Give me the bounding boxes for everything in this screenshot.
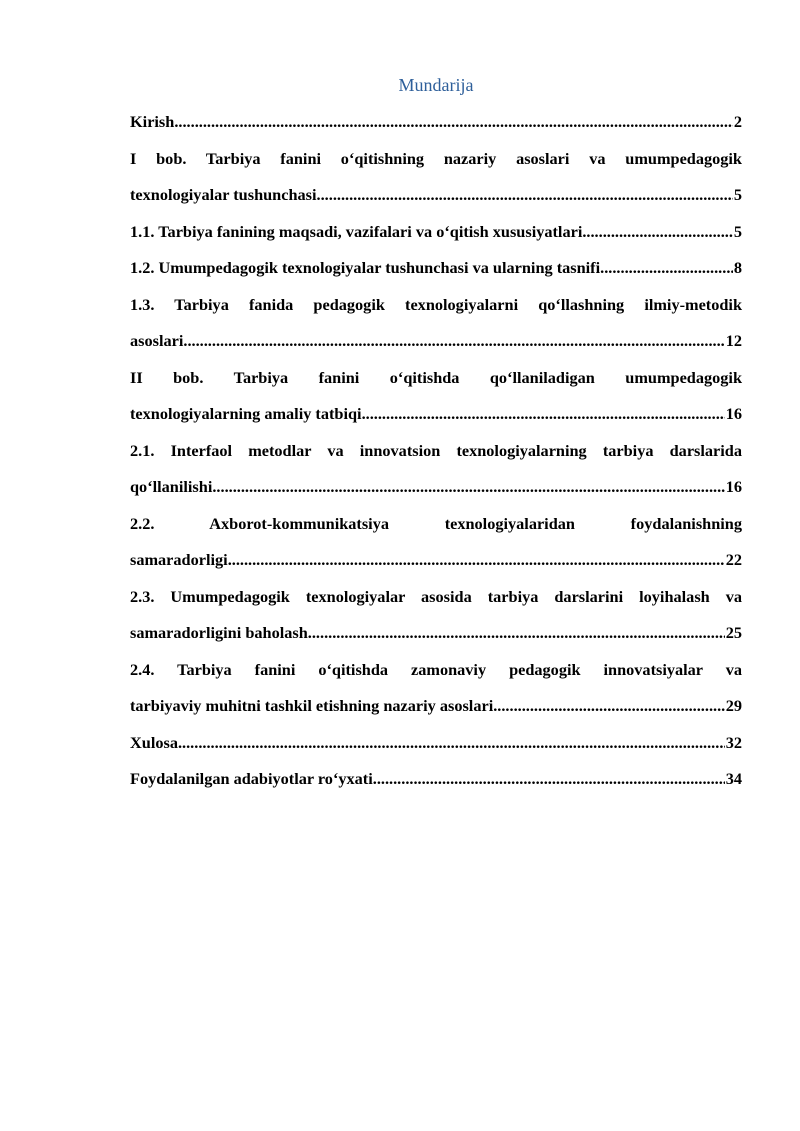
toc-entry[interactable]: [130, 141, 742, 214]
toc-page-number: 34: [725, 769, 742, 788]
leader-dots: [228, 542, 725, 579]
toc-entry[interactable]: [130, 761, 742, 798]
toc-page-number: 25: [725, 623, 742, 642]
toc-entry-first-line: 2.4. Tarbiya fanini o‘qitishda zamonaviy pedagogik innovatsiyalar va: [130, 659, 742, 679]
toc-entry-text: Kirish: [130, 112, 175, 131]
toc-entry[interactable]: [130, 214, 742, 251]
leader-dots: [493, 688, 725, 725]
toc-entry[interactable]: [130, 506, 742, 579]
toc-entry[interactable]: [130, 725, 742, 762]
leader-dots: [582, 214, 733, 251]
toc-entry[interactable]: [130, 104, 742, 141]
toc-list: [130, 104, 742, 798]
leader-dots: [212, 469, 724, 506]
toc-title: Mundarija: [398, 75, 474, 95]
leader-dots: [600, 250, 733, 287]
toc-entry[interactable]: [130, 250, 742, 287]
toc-page-number: 2: [733, 112, 742, 131]
toc-entry-text: samaradorligi: [130, 550, 228, 569]
toc-entry-text: texnologiyalarning amaliy tatbiqi: [130, 404, 362, 423]
leader-dots: [308, 615, 725, 652]
toc-entry-text: asoslari: [130, 331, 184, 350]
toc-entry-text: qo‘llanilishi: [130, 477, 213, 496]
toc-entry-first-line: II bob. Tarbiya fanini o‘qitishda qo‘llaniladigan umumpedagogik: [130, 367, 742, 387]
toc-entry-first-line: 2.1. Interfaol metodlar va innovatsion texnologiyalarning tarbiya darslarida: [130, 440, 742, 460]
toc-entry-text: texnologiyalar tushunchasi: [130, 185, 317, 204]
leader-dots: [373, 761, 725, 798]
toc-entry-first-line: I bob. Tarbiya fanini o‘qitishning nazariy asoslari va umumpedagogik: [130, 148, 742, 168]
toc-page-number: 16: [725, 404, 742, 423]
leader-dots: [362, 396, 725, 433]
leader-dots: [317, 177, 733, 214]
toc-entry[interactable]: [130, 433, 742, 506]
toc-entry-first-line: 2.3. Umumpedagogik texnologiyalar asosida tarbiya darslarini loyihalash va: [130, 586, 742, 606]
toc-entry[interactable]: [130, 652, 742, 725]
toc-entry-text: Foydalanilgan adabiyotlar ro‘yxati: [130, 769, 373, 788]
toc-entry[interactable]: [130, 360, 742, 433]
toc-page-number: 5: [733, 221, 742, 241]
leader-dots: [174, 104, 733, 141]
toc-entry-first-line: 1.3. Tarbiya fanida pedagogik texnologiyalarni qo‘llashning ilmiy-metodik: [130, 294, 742, 314]
toc-entry-text: 1.1. Tarbiya fanining maqsadi, vazifalari va o‘qitish xususiyatlari: [130, 221, 583, 241]
toc-entry-text: samaradorligini baholash: [130, 623, 308, 642]
toc-page-number: 8: [733, 258, 742, 277]
toc-page-number: 16: [725, 477, 742, 496]
document-page: [130, 72, 742, 798]
toc-page-number: 12: [725, 331, 742, 350]
leader-dots: [183, 323, 724, 360]
toc-entry-first-line: 2.2. Axborot-kommunikatsiya texnologiyalaridan foydalanishning: [130, 513, 742, 533]
toc-entry[interactable]: [130, 579, 742, 652]
toc-entry-text: 1.2. Umumpedagogik texnologiyalar tushunchasi va ularning tasnifi: [130, 258, 601, 277]
toc-page-number: 22: [725, 550, 742, 569]
toc-entry-text: Xulosa: [130, 732, 178, 752]
leader-dots: [178, 725, 725, 762]
toc-page-number: 29: [725, 696, 742, 715]
toc-page-number: 32: [725, 732, 742, 752]
toc-entry-text: tarbiyaviy muhitni tashkil etishning nazariy asoslari: [130, 696, 494, 715]
toc-entry[interactable]: [130, 287, 742, 360]
toc-page-number: 5: [733, 185, 742, 204]
